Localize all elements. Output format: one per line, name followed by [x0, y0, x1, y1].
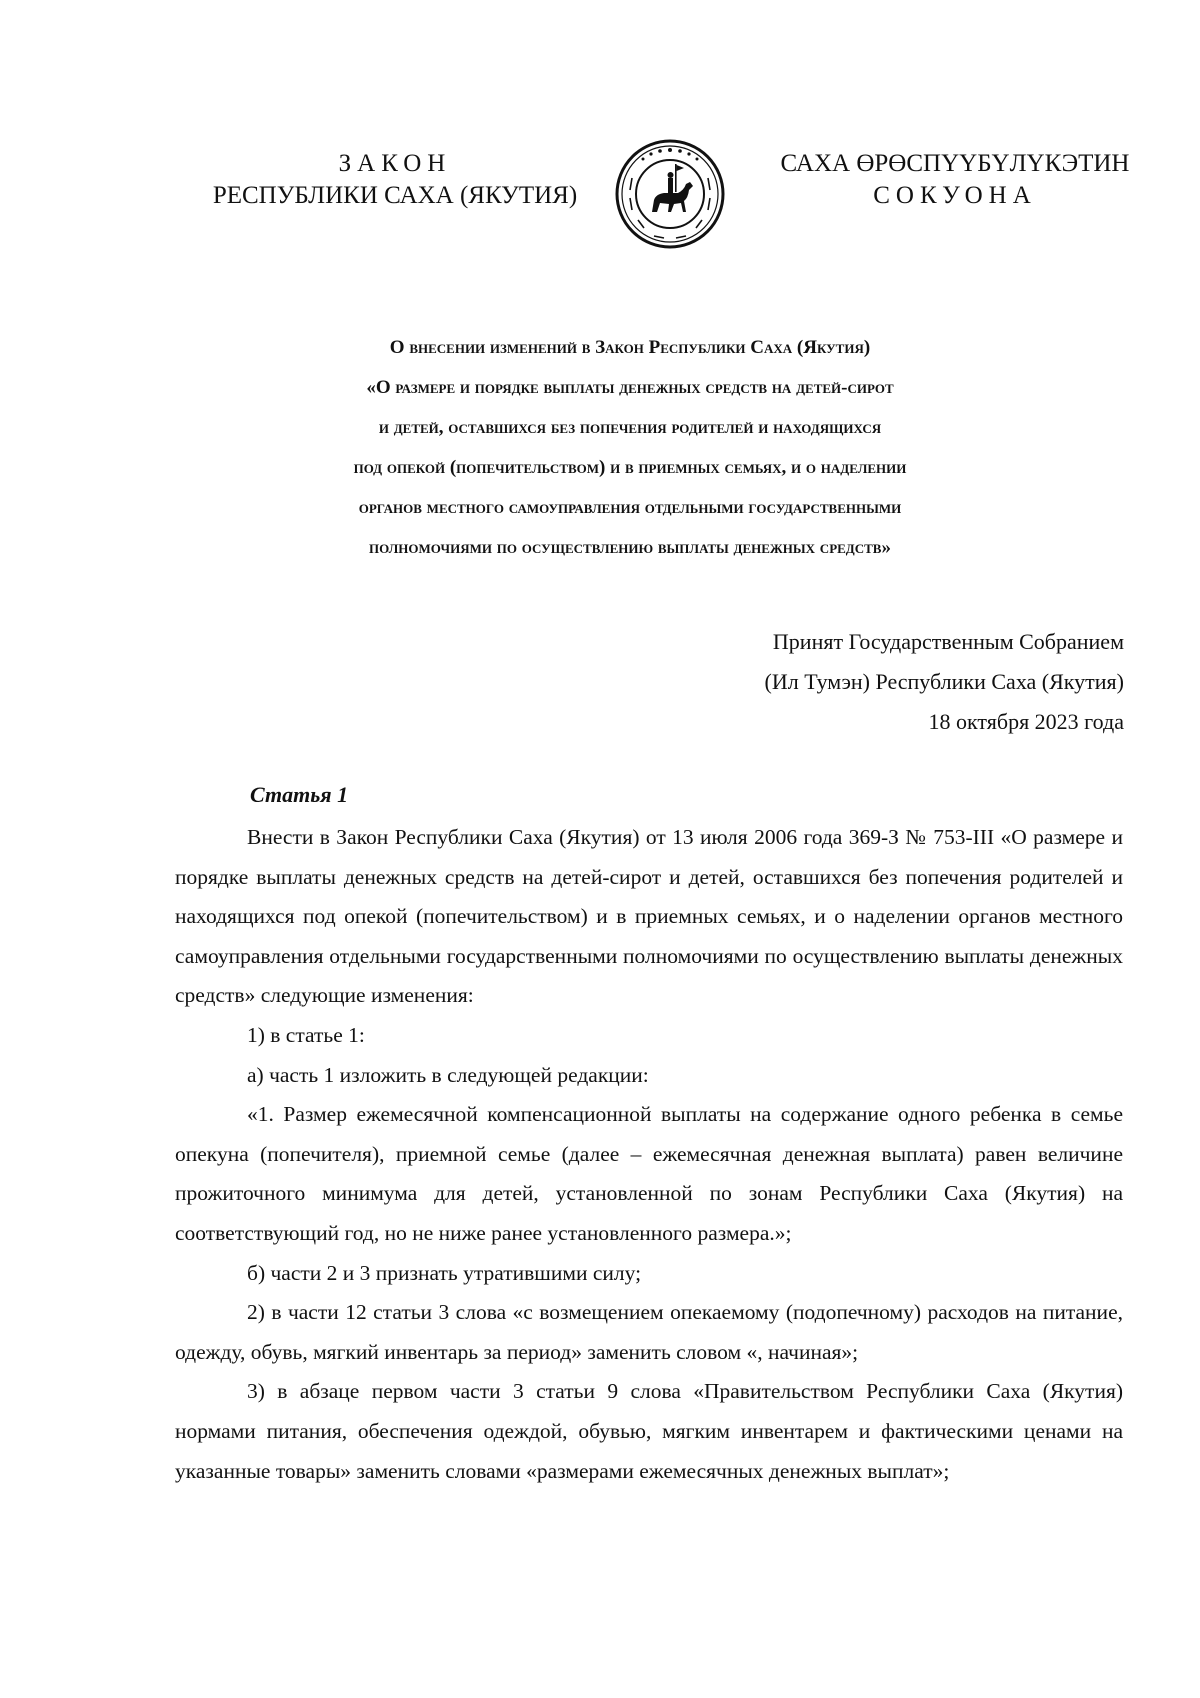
article-paragraph: 3) в абзаце первом части 3 статьи 9 слова «Правительством Республики Саха (Якутия) нормами питания, обеспечения одеждой, обувью, мягким инвентарем и фактическими ценами на указанные товары» заменить словами «размерами ежемесячных денежных выплат»; — [175, 1379, 1123, 1483]
law-title — [160, 328, 1100, 568]
header-law-word: ЗАКОН — [338, 150, 452, 177]
adoption-note — [624, 622, 1124, 742]
article-paragraph: б) части 2 и 3 признать утратившими силу; — [247, 1260, 642, 1285]
header-sakha-republic: САХА ӨРӨСПҮҮБҮЛҮКЭТИН — [780, 150, 1130, 177]
article-paragraph: а) часть 1 изложить в следующей редакции: — [247, 1062, 649, 1087]
adoption-line: Принят Государственным Собранием — [772, 629, 1124, 654]
title-line: под опекой (попечительством) и в приемных семьях, и о наделении — [353, 457, 907, 478]
header-sakha-law-word: СОКУОНА — [873, 182, 1037, 209]
adoption-date: 18 октября 2023 года — [928, 709, 1124, 734]
title-line: полномочиями по осуществлению выплаты денежных средств» — [369, 537, 891, 558]
coat-of-arms-icon — [614, 138, 726, 250]
header-republic-name: РЕСПУБЛИКИ САХА (ЯКУТИЯ) — [212, 182, 578, 209]
title-line: и детей, оставшихся без попечения родителей и находящихся — [378, 417, 882, 438]
document-header — [0, 138, 1200, 258]
article-paragraph: Внести в Закон Республики Саха (Якутия) от 13 июля 2006 года 369-З № 753-III «О размере и порядке выплаты денежных средств на детей-сирот и детей, оставшихся без попечения родителей и находящихся под опекой (попечительством) и в приемных семьях, и о наделении органов местного самоуправления отдельными государственными полномочиями по осуществлению выплаты денежных средств» следующие изменения: — [175, 825, 1123, 1008]
header-left-block — [200, 148, 590, 212]
article-heading: Статья 1 — [250, 782, 349, 807]
article-body — [175, 818, 1123, 1491]
title-line: «О размере и порядке выплаты денежных средств на детей-сирот — [366, 377, 894, 398]
article-paragraph: «1. Размер ежемесячной компенсационной выплаты на содержание одного ребенка в семье опекуна (попечителя), приемной семье (далее – ежемесячная денежная выплата) равен величине прожиточного минимума для детей, установленной по зонам Республики Саха (Якутия) на соответствующий год, но не ниже ранее установленного размера.»; — [175, 1102, 1123, 1245]
title-line: органов местного самоуправления отдельными государственными — [358, 497, 902, 518]
title-line: О внесении изменений в Закон Республики Саха (Якутия) — [389, 337, 871, 358]
header-right-block — [770, 148, 1140, 212]
article-paragraph: 1) в статье 1: — [247, 1022, 365, 1047]
article-paragraph: 2) в части 12 статьи 3 слова «с возмещением опекаемому (подопечному) расходов на питание, одежду, обувь, мягкий инвентарь за период» заменить словом «, начиная»; — [175, 1300, 1123, 1364]
adoption-line: (Ил Тумэн) Республики Саха (Якутия) — [764, 669, 1124, 694]
